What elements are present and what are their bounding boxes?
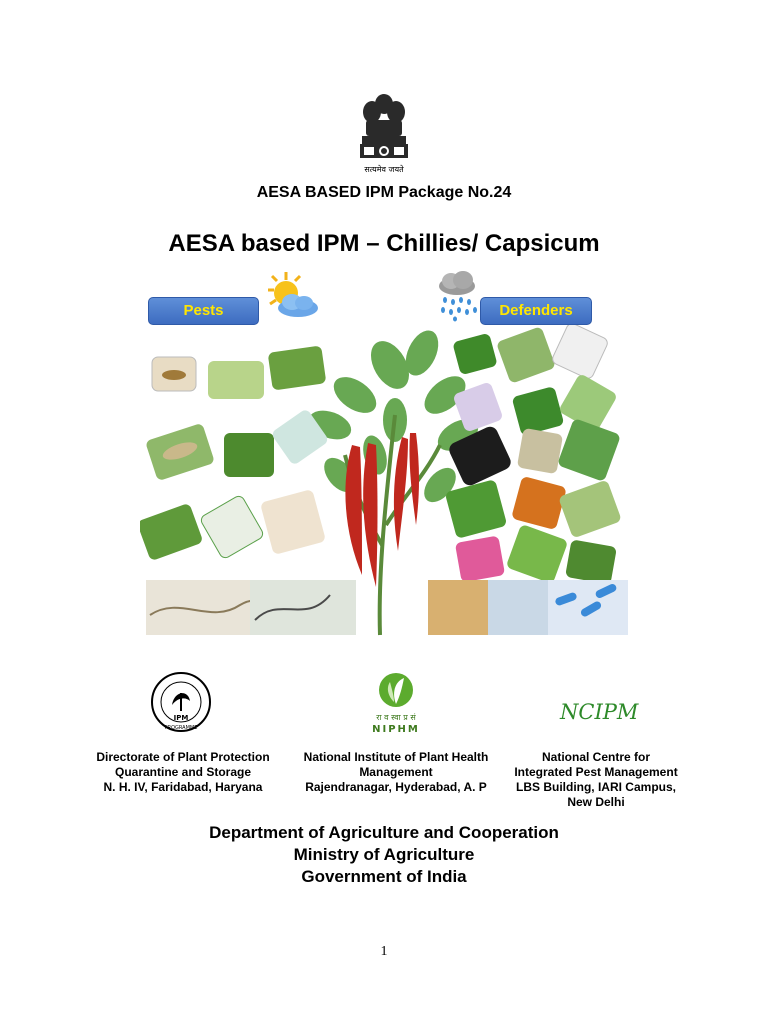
- institution-line: LBS Building, IARI Campus,: [515, 780, 676, 794]
- package-number: AESA BASED IPM Package No.24: [256, 184, 512, 201]
- pests-badge: Pests: [148, 297, 259, 325]
- institution-ncipm: [500, 750, 692, 810]
- institution-line: National Centre for: [541, 750, 650, 764]
- institution-line: Quarantine and Storage: [114, 765, 252, 779]
- institution-line: N. H. IV, Faridabad, Haryana: [103, 780, 263, 794]
- institution-niphm: [292, 750, 500, 795]
- sun-cloud-icon: [262, 270, 320, 322]
- department-block: [0, 822, 768, 888]
- emblem-motto: सत्यमेव जयते: [364, 165, 404, 174]
- government-name: Government of India: [301, 867, 467, 886]
- institution-dpps: [82, 750, 284, 795]
- institution-line: Integrated Pest Management: [514, 765, 678, 779]
- ipm-logo-sub: PROGRAMME: [164, 725, 198, 731]
- institution-line: National Institute of Plant Health: [303, 750, 489, 764]
- ministry-name: Ministry of Agriculture: [293, 845, 475, 864]
- pest-defender-collage: [140, 325, 630, 637]
- institution-line: Directorate of Plant Protection: [96, 750, 270, 764]
- department-name: Department of Agriculture and Cooperation: [209, 823, 559, 842]
- institution-line: Rajendranagar, Hyderabad, A. P: [305, 780, 487, 794]
- document-title: AESA based IPM – Chillies/ Capsicum: [168, 230, 600, 257]
- page-number: 1: [380, 944, 388, 959]
- institution-line: New Delhi: [567, 795, 625, 809]
- defenders-badge: Defenders: [480, 297, 592, 325]
- rain-cloud-icon: [435, 270, 481, 322]
- ipm-logo-text: IPM: [173, 714, 189, 722]
- niphm-logo-text: NIPHM: [372, 724, 420, 735]
- institution-line: Management: [359, 765, 433, 779]
- ipm-programme-logo: [150, 671, 212, 733]
- ncipm-logo: NCIPM: [560, 700, 639, 724]
- niphm-logo: [364, 670, 428, 736]
- niphm-hindi-text: रा व स्वा प्र सं: [376, 713, 416, 722]
